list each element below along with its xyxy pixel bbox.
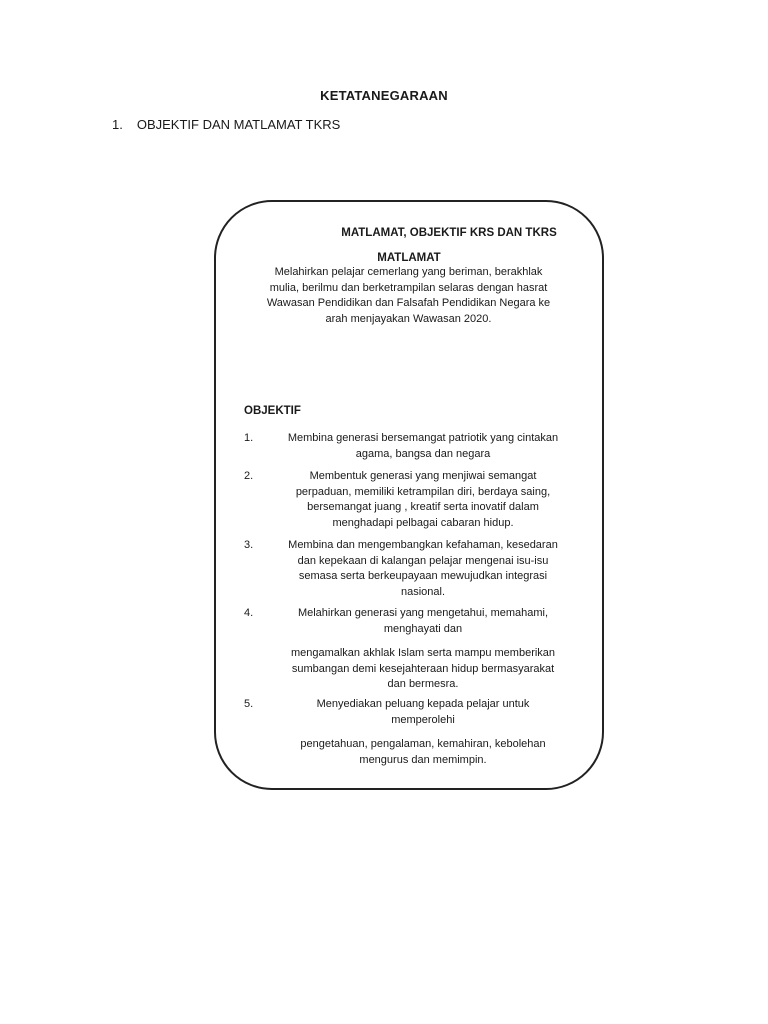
objective-line: Melahirkan generasi yang mengetahui, memahami, bbox=[297, 607, 549, 619]
panel-title: MATLAMAT, OBJEKTIF KRS DAN TKRS bbox=[341, 227, 557, 239]
objective-number: 4. bbox=[244, 607, 254, 619]
objective-number: 2. bbox=[244, 470, 254, 482]
objective-line: menghayati dan bbox=[383, 622, 463, 635]
matlamat-text bbox=[236, 265, 581, 327]
objective-line: dan kepekaan di kalangan pelajar mengenai isu-isu bbox=[297, 554, 549, 567]
matlamat-line: mulia, berilmu dan berketrampilan selaras dengan hasrat bbox=[269, 281, 548, 294]
objective-line: Membina dan mengembangkan kefahaman, kesedaran bbox=[288, 539, 558, 551]
objective-line: mengamalkan akhlak Islam serta mampu memberikan bbox=[290, 647, 556, 659]
rounded-panel bbox=[214, 200, 604, 790]
objective-item-3 bbox=[244, 538, 584, 600]
objective-item-1 bbox=[244, 431, 584, 462]
objective-line: Membina generasi bersemangat patriotik yang cintakan bbox=[287, 432, 559, 444]
objective-item-2 bbox=[244, 469, 584, 531]
objective-item-5 bbox=[244, 697, 584, 768]
objective-number: 1. bbox=[244, 432, 254, 444]
matlamat-line: Melahirkan pelajar cemerlang yang beriman, berakhlak bbox=[274, 266, 543, 278]
objective-line: semasa serta berkeupayaan mewujudkan integrasi bbox=[298, 570, 548, 582]
objective-number: 3. bbox=[244, 539, 254, 551]
objective-number: 5. bbox=[244, 698, 254, 710]
objective-line: dan bermesra. bbox=[387, 678, 459, 690]
matlamat-line: arah menjayakan Wawasan 2020. bbox=[325, 312, 492, 325]
matlamat-heading: MATLAMAT bbox=[377, 252, 441, 264]
section-title: OBJEKTIF DAN MATLAMAT TKRS bbox=[136, 117, 341, 132]
objective-line: bersemangat juang , kreatif serta inovatif dalam bbox=[307, 501, 539, 513]
objective-line: nasional. bbox=[400, 585, 446, 598]
objective-line: pengetahuan, pengalaman, kemahiran, kebolehan bbox=[300, 738, 546, 750]
matlamat-line: Wawasan Pendidikan dan Falsafah Pendidikan Negara ke bbox=[266, 297, 551, 309]
objective-line: Menyediakan peluang kepada pelajar untuk bbox=[316, 698, 530, 710]
objective-line: memperolehi bbox=[391, 713, 455, 726]
document-title: KETATANEGARAAN bbox=[320, 88, 448, 103]
objective-item-4 bbox=[244, 606, 584, 693]
objective-line: sumbangan demi kesejahteraan hidup bermasyarakat bbox=[291, 662, 555, 675]
objective-line: Membentuk generasi yang menjiwai semangat bbox=[309, 470, 537, 482]
objective-line: agama, bangsa dan negara bbox=[355, 447, 491, 460]
objective-line: mengurus dan memimpin. bbox=[359, 753, 487, 766]
objective-line: perpaduan, memiliki ketrampilan diri, berdaya saing, bbox=[295, 485, 551, 498]
objektif-heading: OBJEKTIF bbox=[244, 405, 301, 417]
section-number: 1. bbox=[112, 117, 123, 132]
section-heading bbox=[112, 117, 340, 132]
objective-line: menghadapi pelbagai cabaran hidup. bbox=[332, 516, 514, 529]
